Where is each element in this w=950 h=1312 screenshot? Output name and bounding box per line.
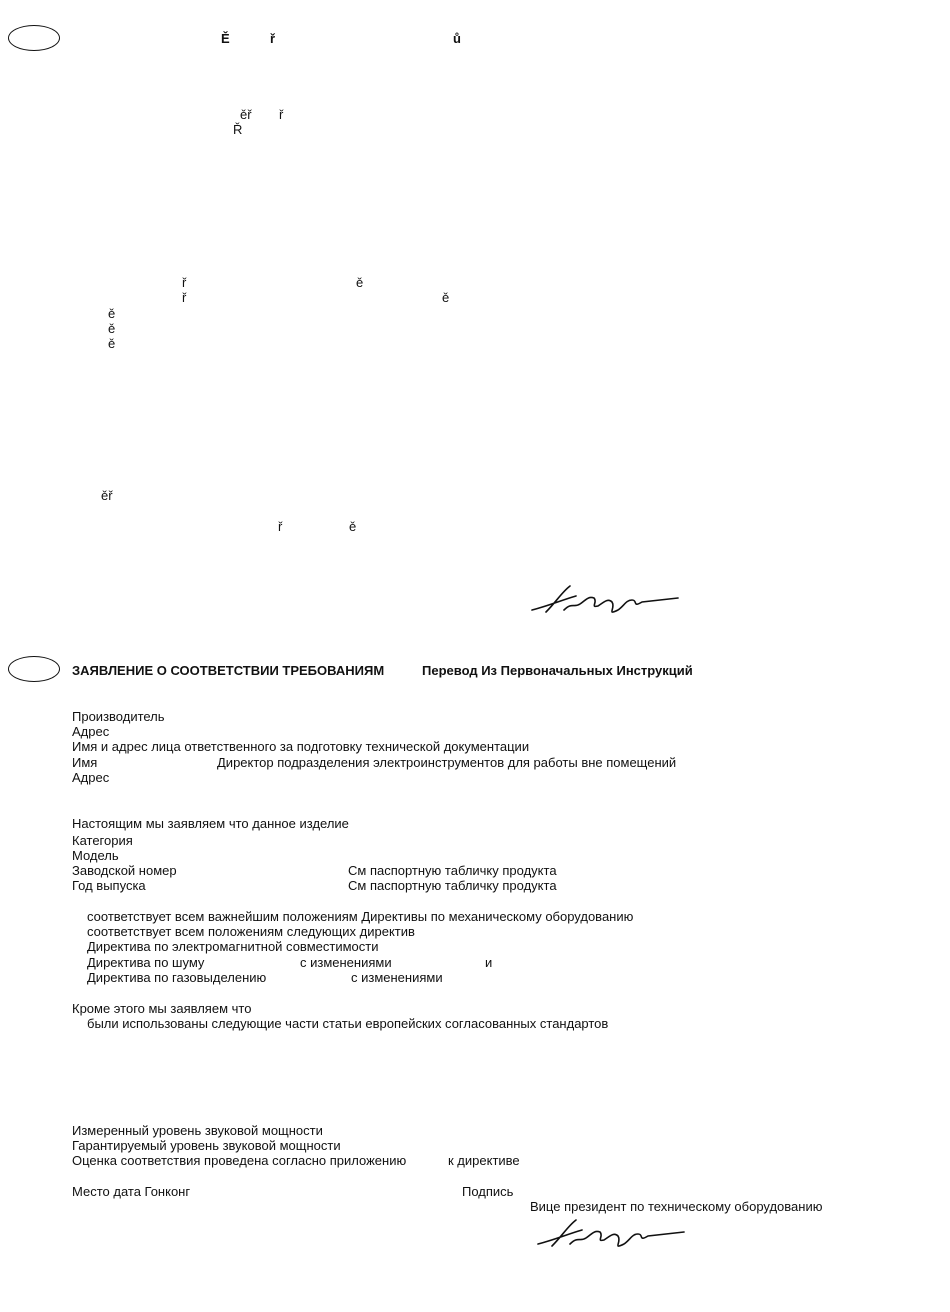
emission-amendments: с изменениями: [351, 970, 443, 985]
top-heading-fragment-1: Ě: [221, 31, 230, 46]
model-label: Модель: [72, 848, 119, 863]
furthermore-statement: Кроме этого мы заявляем что: [72, 1001, 252, 1016]
top-text-fragment: ě: [108, 336, 116, 351]
top-text-fragment: ě: [442, 290, 450, 305]
emc-directive: Директива по электромагнитной совместимости: [87, 939, 379, 954]
noise-and: и: [485, 955, 493, 970]
manufacturer-label: Производитель: [72, 709, 165, 724]
measured-sound-power: Измеренный уровень звуковой мощности: [72, 1123, 323, 1138]
top-text-fragment: ěř: [101, 488, 113, 503]
address-label-2: Адрес: [72, 770, 110, 785]
top-text-fragment: ě: [108, 321, 116, 336]
signature-image: [534, 1214, 694, 1254]
declaration-subtitle: Перевод Из Первоначальных Инструкций: [422, 663, 693, 678]
serial-value: См паспортную табличку продукта: [348, 863, 557, 878]
top-text-fragment: ř: [182, 290, 187, 305]
top-text-fragment: ř: [278, 519, 283, 534]
emission-directive: Директива по газовыделению: [87, 970, 267, 985]
guaranteed-sound-power: Гарантируемый уровень звуковой мощности: [72, 1138, 341, 1153]
address-label: Адрес: [72, 724, 110, 739]
top-text-fragment: ě: [349, 519, 357, 534]
signer-title: Вице президент по техническому оборудованию: [530, 1199, 823, 1214]
conformity-assessment: Оценка соответствия проведена согласно приложению: [72, 1153, 407, 1168]
name-label: Имя: [72, 755, 98, 770]
machinery-directive: соответствует всем важнейшим положениям Директивы по механическому оборудованию: [87, 909, 634, 924]
declare-statement: Настоящим мы заявляем что данное изделие: [72, 816, 349, 831]
declaration-title: ЗАЯВЛЕНИЕ О СООТВЕТСТВИИ ТРЕБОВАНИЯМ: [72, 663, 385, 678]
top-text-fragment: ř: [182, 275, 187, 290]
responsible-label: Имя и адрес лица ответственного за подготовку технической документации: [72, 739, 530, 754]
year-label: Год выпуска: [72, 878, 146, 893]
conformity-directive: к директиве: [448, 1153, 520, 1168]
top-text-fragment: Ř: [233, 122, 243, 137]
top-heading-fragment-2: ř: [270, 31, 276, 46]
top-heading-fragment-3: ů: [453, 31, 461, 46]
top-text-fragment: ř: [279, 107, 284, 122]
place-date: Место дата Гонконг: [72, 1184, 191, 1199]
signature-label: Подпись: [462, 1184, 514, 1199]
language-badge-top: [8, 25, 60, 51]
language-badge-ru: [8, 656, 60, 682]
directives-statement: соответствует всем положениям следующих директив: [87, 924, 415, 939]
standards-statement: были использованы следующие части статьи европейских согласованных стандартов: [87, 1016, 609, 1031]
category-label: Категория: [72, 833, 133, 848]
year-value: См паспортную табличку продукта: [348, 878, 557, 893]
top-text-fragment: ěř: [240, 107, 252, 122]
top-text-fragment: ě: [356, 275, 364, 290]
signature-image: [528, 580, 688, 620]
top-text-fragment: ě: [108, 306, 116, 321]
noise-directive: Директива по шуму: [87, 955, 205, 970]
name-value: Директор подразделения электроинструментов для работы вне помещений: [217, 755, 677, 770]
noise-amendments: с изменениями: [300, 955, 392, 970]
serial-label: Заводской номер: [72, 863, 177, 878]
